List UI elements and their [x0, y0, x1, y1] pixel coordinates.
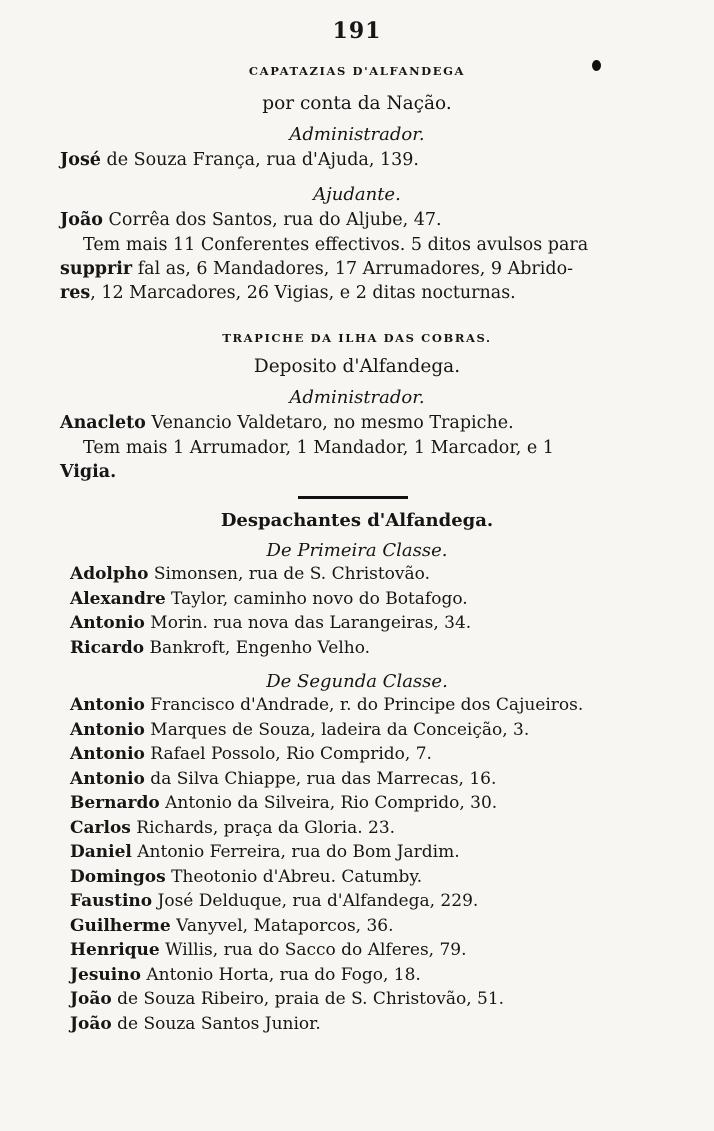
entry-first-name: Alexandre	[70, 588, 166, 609]
entry-first-name: Bernardo	[70, 793, 160, 813]
entry-rest: Vanyvel, Mataporcos, 36.	[170, 915, 394, 936]
administrador-title-2: Administrador.	[289, 387, 425, 408]
ajudante-entry	[60, 210, 442, 230]
list-item	[70, 793, 497, 813]
entry-first-name: João	[70, 1013, 112, 1034]
staff-paragraph-line-1: Tem mais 11 Conferentes effectivos. 5 ditos avulsos para	[83, 235, 589, 255]
staff-paragraph-line-3	[60, 283, 516, 303]
list-item	[70, 695, 583, 715]
section-divider	[298, 496, 408, 499]
staff-bold-word: res	[60, 283, 91, 303]
list-item	[70, 916, 394, 936]
entry-first-name: José	[60, 150, 101, 170]
entry-first-name: Antonio	[70, 768, 145, 789]
list-item	[70, 1014, 321, 1034]
entry-rest: Antonio Ferreira, rua do Bom Jardim.	[131, 842, 460, 862]
entry-first-name: Carlos	[70, 817, 131, 838]
entry-rest: José Delduque, rua d'Alfandega, 229.	[152, 891, 479, 911]
list-item	[70, 818, 395, 838]
section-subheading-deposito: Deposito d'Alfandega.	[253, 356, 461, 377]
entry-rest: Rafael Possolo, Rio Comprido, 7.	[144, 744, 432, 764]
list-item	[70, 842, 460, 862]
staff-paragraph-line-2	[60, 259, 573, 279]
administrador-entry	[60, 150, 419, 170]
entry-rest: Theotonio d'Abreu. Catumby.	[165, 866, 423, 887]
staff-paragraph-2-line-2: Vigia.	[60, 462, 117, 482]
ajudante-title: Ajudante.	[313, 184, 401, 205]
entry-first-name: Antonio	[70, 744, 145, 764]
segunda-classe-title: De Segunda Classe.	[266, 671, 448, 692]
entry-first-name: Daniel	[70, 842, 132, 862]
entry-first-name: Antonio	[70, 613, 145, 633]
entry-rest: Venancio Valdetaro, no mesmo Trapiche.	[145, 413, 514, 433]
entry-rest: de Souza Santos Junior.	[111, 1013, 321, 1034]
entry-rest: Bankroft, Engenho Velho.	[144, 637, 371, 658]
entry-rest: Corrêa dos Santos, rua do Aljube, 47.	[102, 210, 442, 230]
section-heading-despachantes: Despachantes d'Alfandega.	[220, 510, 494, 531]
entry-rest: Simonsen, rua de S. Christovão.	[148, 564, 430, 584]
entry-first-name: Antonio	[70, 695, 145, 715]
primeira-classe-title: De Primeira Classe.	[266, 540, 448, 561]
entry-rest: Marques de Souza, ladeira da Conceição, 3.	[144, 719, 530, 740]
list-item	[70, 720, 529, 740]
list-item	[70, 989, 504, 1009]
list-item	[70, 638, 370, 658]
list-item	[70, 891, 478, 911]
entry-first-name: Ricardo	[70, 637, 145, 658]
entry-first-name: Faustino	[70, 891, 153, 911]
staff-rest: fal as, 6 Mandadores, 17 Arrumadores, 9 Abrido-	[132, 259, 574, 279]
entry-first-name: Guilherme	[70, 915, 171, 936]
entry-rest: de Souza França, rua d'Ajuda, 139.	[100, 150, 419, 170]
administrador-entry-2	[60, 413, 514, 433]
entry-rest: Taylor, caminho novo do Botafogo.	[165, 588, 468, 609]
entry-first-name: Antonio	[70, 719, 145, 740]
list-item	[70, 867, 422, 887]
entry-rest: Richards, praça da Gloria. 23.	[130, 817, 396, 838]
entry-first-name: Domingos	[70, 866, 166, 887]
section-heading-trapiche: TRAPICHE DA ILHA DAS COBRAS.	[222, 331, 492, 345]
page-number: 191	[332, 18, 382, 44]
list-item	[70, 769, 496, 789]
section-subheading-nacao: por conta da Nação.	[262, 93, 452, 114]
entry-rest: Antonio da Silveira, Rio Comprido, 30.	[159, 793, 498, 813]
entry-first-name: Adolpho	[70, 564, 149, 584]
entry-rest: Morin. rua nova das Larangeiras, 34.	[144, 613, 472, 633]
entry-first-name: Anacleto	[60, 413, 146, 433]
entry-first-name: Jesuino	[70, 964, 141, 985]
list-item	[70, 613, 471, 633]
list-item	[70, 965, 421, 985]
list-item	[70, 744, 432, 764]
entry-rest: de Souza Ribeiro, praia de S. Christovão, 51.	[111, 989, 505, 1009]
staff-paragraph-2-line-1: Tem mais 1 Arrumador, 1 Mandador, 1 Marcador, e 1	[83, 438, 554, 458]
entry-first-name: João	[60, 210, 103, 230]
entry-rest: Francisco d'Andrade, r. do Principe dos Cajueiros.	[144, 695, 584, 715]
staff-bold-word: supprir	[60, 259, 133, 279]
entry-rest: da Silva Chiappe, rua das Marrecas, 16.	[144, 768, 497, 789]
entry-rest: Willis, rua do Sacco do Alferes, 79.	[159, 940, 467, 960]
entry-first-name: Henrique	[70, 940, 160, 960]
list-item	[70, 589, 468, 609]
list-item	[70, 564, 430, 584]
staff-rest: , 12 Marcadores, 26 Vigias, e 2 ditas nocturnas.	[90, 283, 516, 303]
list-item	[70, 940, 467, 960]
entry-first-name: João	[70, 989, 112, 1009]
entry-rest: Antonio Horta, rua do Fogo, 18.	[140, 964, 421, 985]
administrador-title: Administrador.	[289, 124, 425, 145]
section-heading-capatazias: CAPATAZIAS D'ALFANDEGA	[248, 64, 466, 78]
